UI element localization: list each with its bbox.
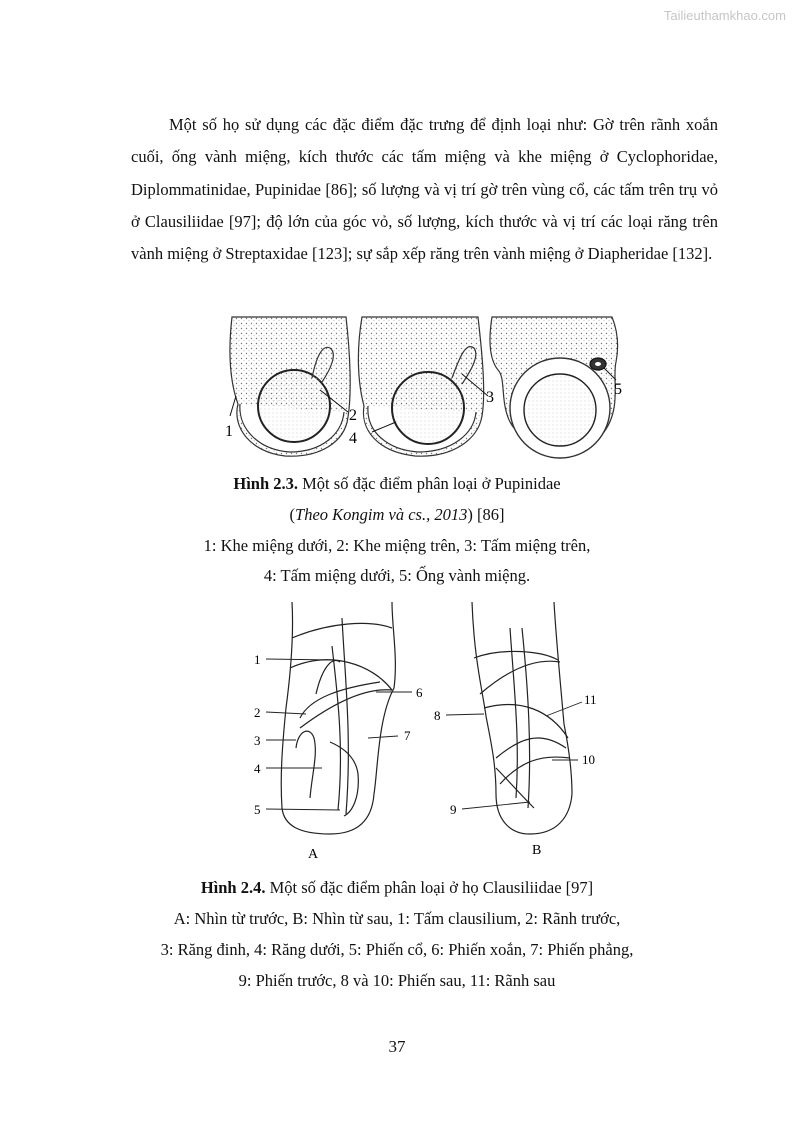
fig2-label-7: 7 — [404, 728, 411, 743]
body-paragraph: Một số họ sử dụng các đặc điểm đặc trưng để định loại như: Gờ trên rãnh xoắn cuối, ống vành miệng, kích thước các tấm miệng và khe miệng ở Cyclophoridae, Diplommatinidae, Pupinidae [86]; số lượng và vị trí gờ trên vùng cổ, các tấm trên trụ vỏ ở Clausiliidae [97]; độ lớn của góc vỏ, số lượng, kích thước và vị trí các loại răng trên vành miệng ở Streptaxidae [123]; sự sắp xếp răng trên vành miệng ở Diapheridae [132]. — [131, 115, 718, 264]
figure2-legend-line-1: A: Nhìn từ trước, B: Nhìn từ sau, 1: Tấm clausilium, 2: Rãnh trước, — [173, 909, 621, 928]
figure-clausiliidae-drawing — [0, 598, 794, 864]
fig2-label-1: 1 — [254, 652, 261, 667]
fig2-label-8: 8 — [434, 708, 441, 723]
figure2-title-rest: Một số đặc điểm phân loại ở họ Clausiliidae [97] — [265, 878, 594, 897]
fig2-panel-a: A — [308, 847, 319, 862]
figure2-legend-line-2: 3: Răng đinh, 4: Răng dưới, 5: Phiến cổ, 6: Phiến xoắn, 7: Phiến phẳng, — [160, 940, 634, 959]
fig2-label-9: 9 — [450, 802, 457, 817]
fig2-panel-b: B — [532, 843, 542, 858]
shell-drawing-3 — [490, 317, 618, 458]
figure1-title-rest: Một số đặc điểm phân loại ở Pupinidae — [298, 474, 561, 493]
figure1-legend-line-2: 4: Tấm miệng dưới, 5: Ống vành miệng. — [263, 566, 531, 585]
figure1-source-italic: Theo Kongim và cs., 2013 — [295, 505, 468, 524]
figure1-legend-line-1: 1: Khe miệng dưới, 2: Khe miệng trên, 3: Tấm miệng trên, — [203, 536, 591, 555]
fig2-label-3: 3 — [254, 733, 261, 748]
clausilium-view-front — [281, 602, 395, 834]
fig1-label-5: 5 — [614, 381, 622, 398]
fig2-label-6: 6 — [416, 685, 423, 700]
fig1-label-1: 1 — [225, 423, 233, 440]
figure1-caption-source — [0, 505, 794, 525]
figure1-caption-title — [0, 474, 794, 494]
fig2-label-11: 11 — [584, 692, 597, 707]
clausilium-view-back — [472, 602, 572, 834]
fig1-label-3: 3 — [486, 389, 494, 406]
fig1-label-2: 2 — [349, 407, 357, 424]
figure-pupinidae-drawing — [0, 312, 794, 462]
fig2-leader-lines — [266, 659, 582, 810]
fig2-label-4: 4 — [254, 761, 261, 776]
watermark: Tailieuthamkhao.com — [663, 8, 786, 23]
shell-drawing-2 — [358, 317, 488, 456]
page-number: 37 — [388, 1037, 406, 1056]
figure2-title-bold: Hình 2.4. — [200, 878, 266, 897]
fig2-label-5: 5 — [254, 802, 261, 817]
shell-drawing-1 — [230, 317, 350, 456]
figure2-caption-title — [0, 878, 794, 898]
fig1-label-4: 4 — [349, 430, 357, 447]
figure1-title-bold: Hình 2.3. — [233, 474, 299, 493]
fig2-label-10: 10 — [582, 752, 595, 767]
figure1-source-open: ( — [289, 505, 296, 524]
figure1-source-close: ) [86] — [467, 505, 505, 524]
fig2-label-2: 2 — [254, 705, 261, 720]
figure2-legend-line-3: 9: Phiến trước, 8 và 10: Phiến sau, 11: Rãnh sau — [238, 971, 556, 990]
